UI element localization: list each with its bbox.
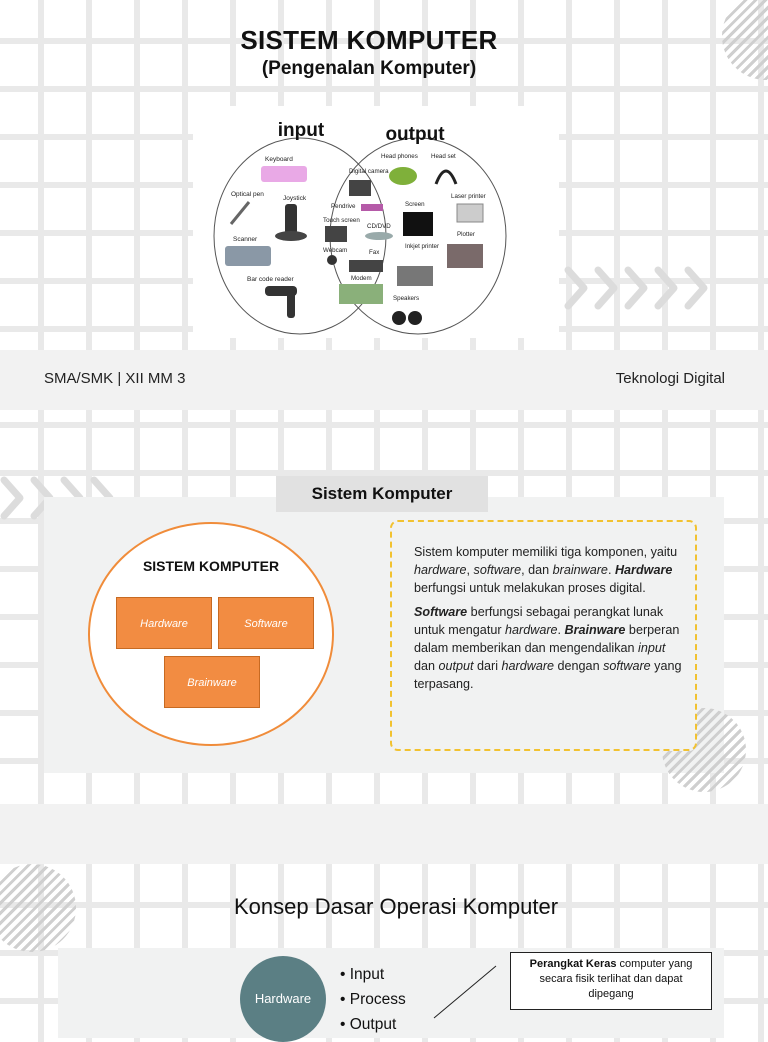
- cddvd-icon: [365, 232, 393, 240]
- venn-item-modem: Modem: [351, 275, 372, 282]
- bullet-process: • Process: [340, 991, 406, 1008]
- venn-item-inkjet-printer: Inkjet printer: [405, 243, 440, 250]
- speakers-icon: [392, 311, 406, 325]
- fax-icon: [349, 260, 383, 272]
- venn-item-optical-pen: Optical pen: [231, 191, 264, 198]
- venn-item-keyboard: Keyboard: [265, 156, 293, 163]
- venn-item-pendrive: Pendrive: [331, 203, 356, 210]
- bullet-input: • Input: [340, 966, 385, 983]
- venn-svg: [193, 106, 559, 338]
- venn-item-scanner: Scanner: [233, 236, 258, 243]
- digital-camera-icon: [349, 180, 371, 196]
- software-box: Software: [218, 597, 314, 649]
- hardware-circle: Hardware: [240, 956, 326, 1042]
- venn-item-webcam: Webcam: [323, 247, 348, 254]
- head-set-icon: [436, 171, 456, 184]
- screen-icon: [403, 212, 433, 236]
- description-text: Sistem komputer memiliki tiga komponen, yaitu hardware, software, dan brainware. Hardware berfungsi untuk melakukan proses digital. Software berfungsi sebagai perangkat lunak untuk mengatur hardware. Brainware berperan dalam memberikan dan mengendalikan input dan output dari hardware dengan software yang terpasang.: [414, 545, 682, 691]
- class-label: SMA/SMK | XII MM 3: [44, 370, 186, 387]
- connector-line: [430, 962, 500, 1022]
- venn-item-head-set: Head set: [431, 153, 456, 160]
- venn-item-screen: Screen: [405, 201, 425, 208]
- venn-diagram: [193, 106, 559, 338]
- touch-screen-icon: [325, 226, 347, 242]
- page-subtitle: (Pengenalan Komputer): [261, 58, 477, 79]
- subject-label: Teknologi Digital: [615, 370, 725, 387]
- plotter-icon: [447, 244, 483, 268]
- venn-item-plotter: Plotter: [457, 231, 475, 238]
- venn-input-label: input: [277, 120, 325, 141]
- webcam-icon: [327, 255, 337, 265]
- venn-item-head-phones: Head phones: [381, 153, 418, 160]
- page-title: SISTEM KOMPUTER: [240, 25, 498, 55]
- venn-item-laser-printer: Laser printer: [451, 193, 486, 200]
- venn-output-label: output: [385, 124, 445, 145]
- venn-item-fax: Fax: [369, 249, 380, 256]
- inkjet-printer-icon: [397, 266, 433, 286]
- hardware-box: Hardware: [116, 597, 212, 649]
- joystick-icon: [285, 204, 297, 234]
- brainware-box: Brainware: [164, 656, 260, 708]
- perangkat-keras-box: Perangkat Keras computer yang secara fisik terlihat dan dapat dipegang: [510, 952, 712, 1010]
- sistem-circle-title: SISTEM KOMPUTER: [142, 558, 280, 574]
- venn-item-speakers: Speakers: [393, 295, 420, 302]
- optical-pen-icon: [231, 202, 249, 224]
- bullet-output: • Output: [340, 1016, 397, 1033]
- pendrive-icon: [361, 204, 383, 211]
- keyboard-icon: [261, 166, 307, 182]
- hardware-bullets: [340, 962, 406, 1037]
- section-title-konsep: Konsep Dasar Operasi Komputer: [233, 894, 559, 919]
- laser-printer-icon: [457, 204, 483, 222]
- venn-item-barcode: Bar code reader: [247, 276, 294, 283]
- decor-chevrons-right: [562, 264, 708, 312]
- head-phones-icon: [389, 167, 417, 185]
- venn-item-touch-screen: Touch screen: [323, 217, 360, 224]
- venn-item-cddvd: CD/DVD: [367, 223, 391, 230]
- section-title-sistem: Sistem Komputer: [276, 476, 488, 512]
- venn-item-joystick: Joystick: [283, 195, 307, 202]
- scanner-icon: [225, 246, 271, 266]
- modem-icon: [339, 284, 383, 304]
- separator-band: [0, 804, 768, 864]
- venn-item-digital-camera: Digital camera: [349, 168, 389, 175]
